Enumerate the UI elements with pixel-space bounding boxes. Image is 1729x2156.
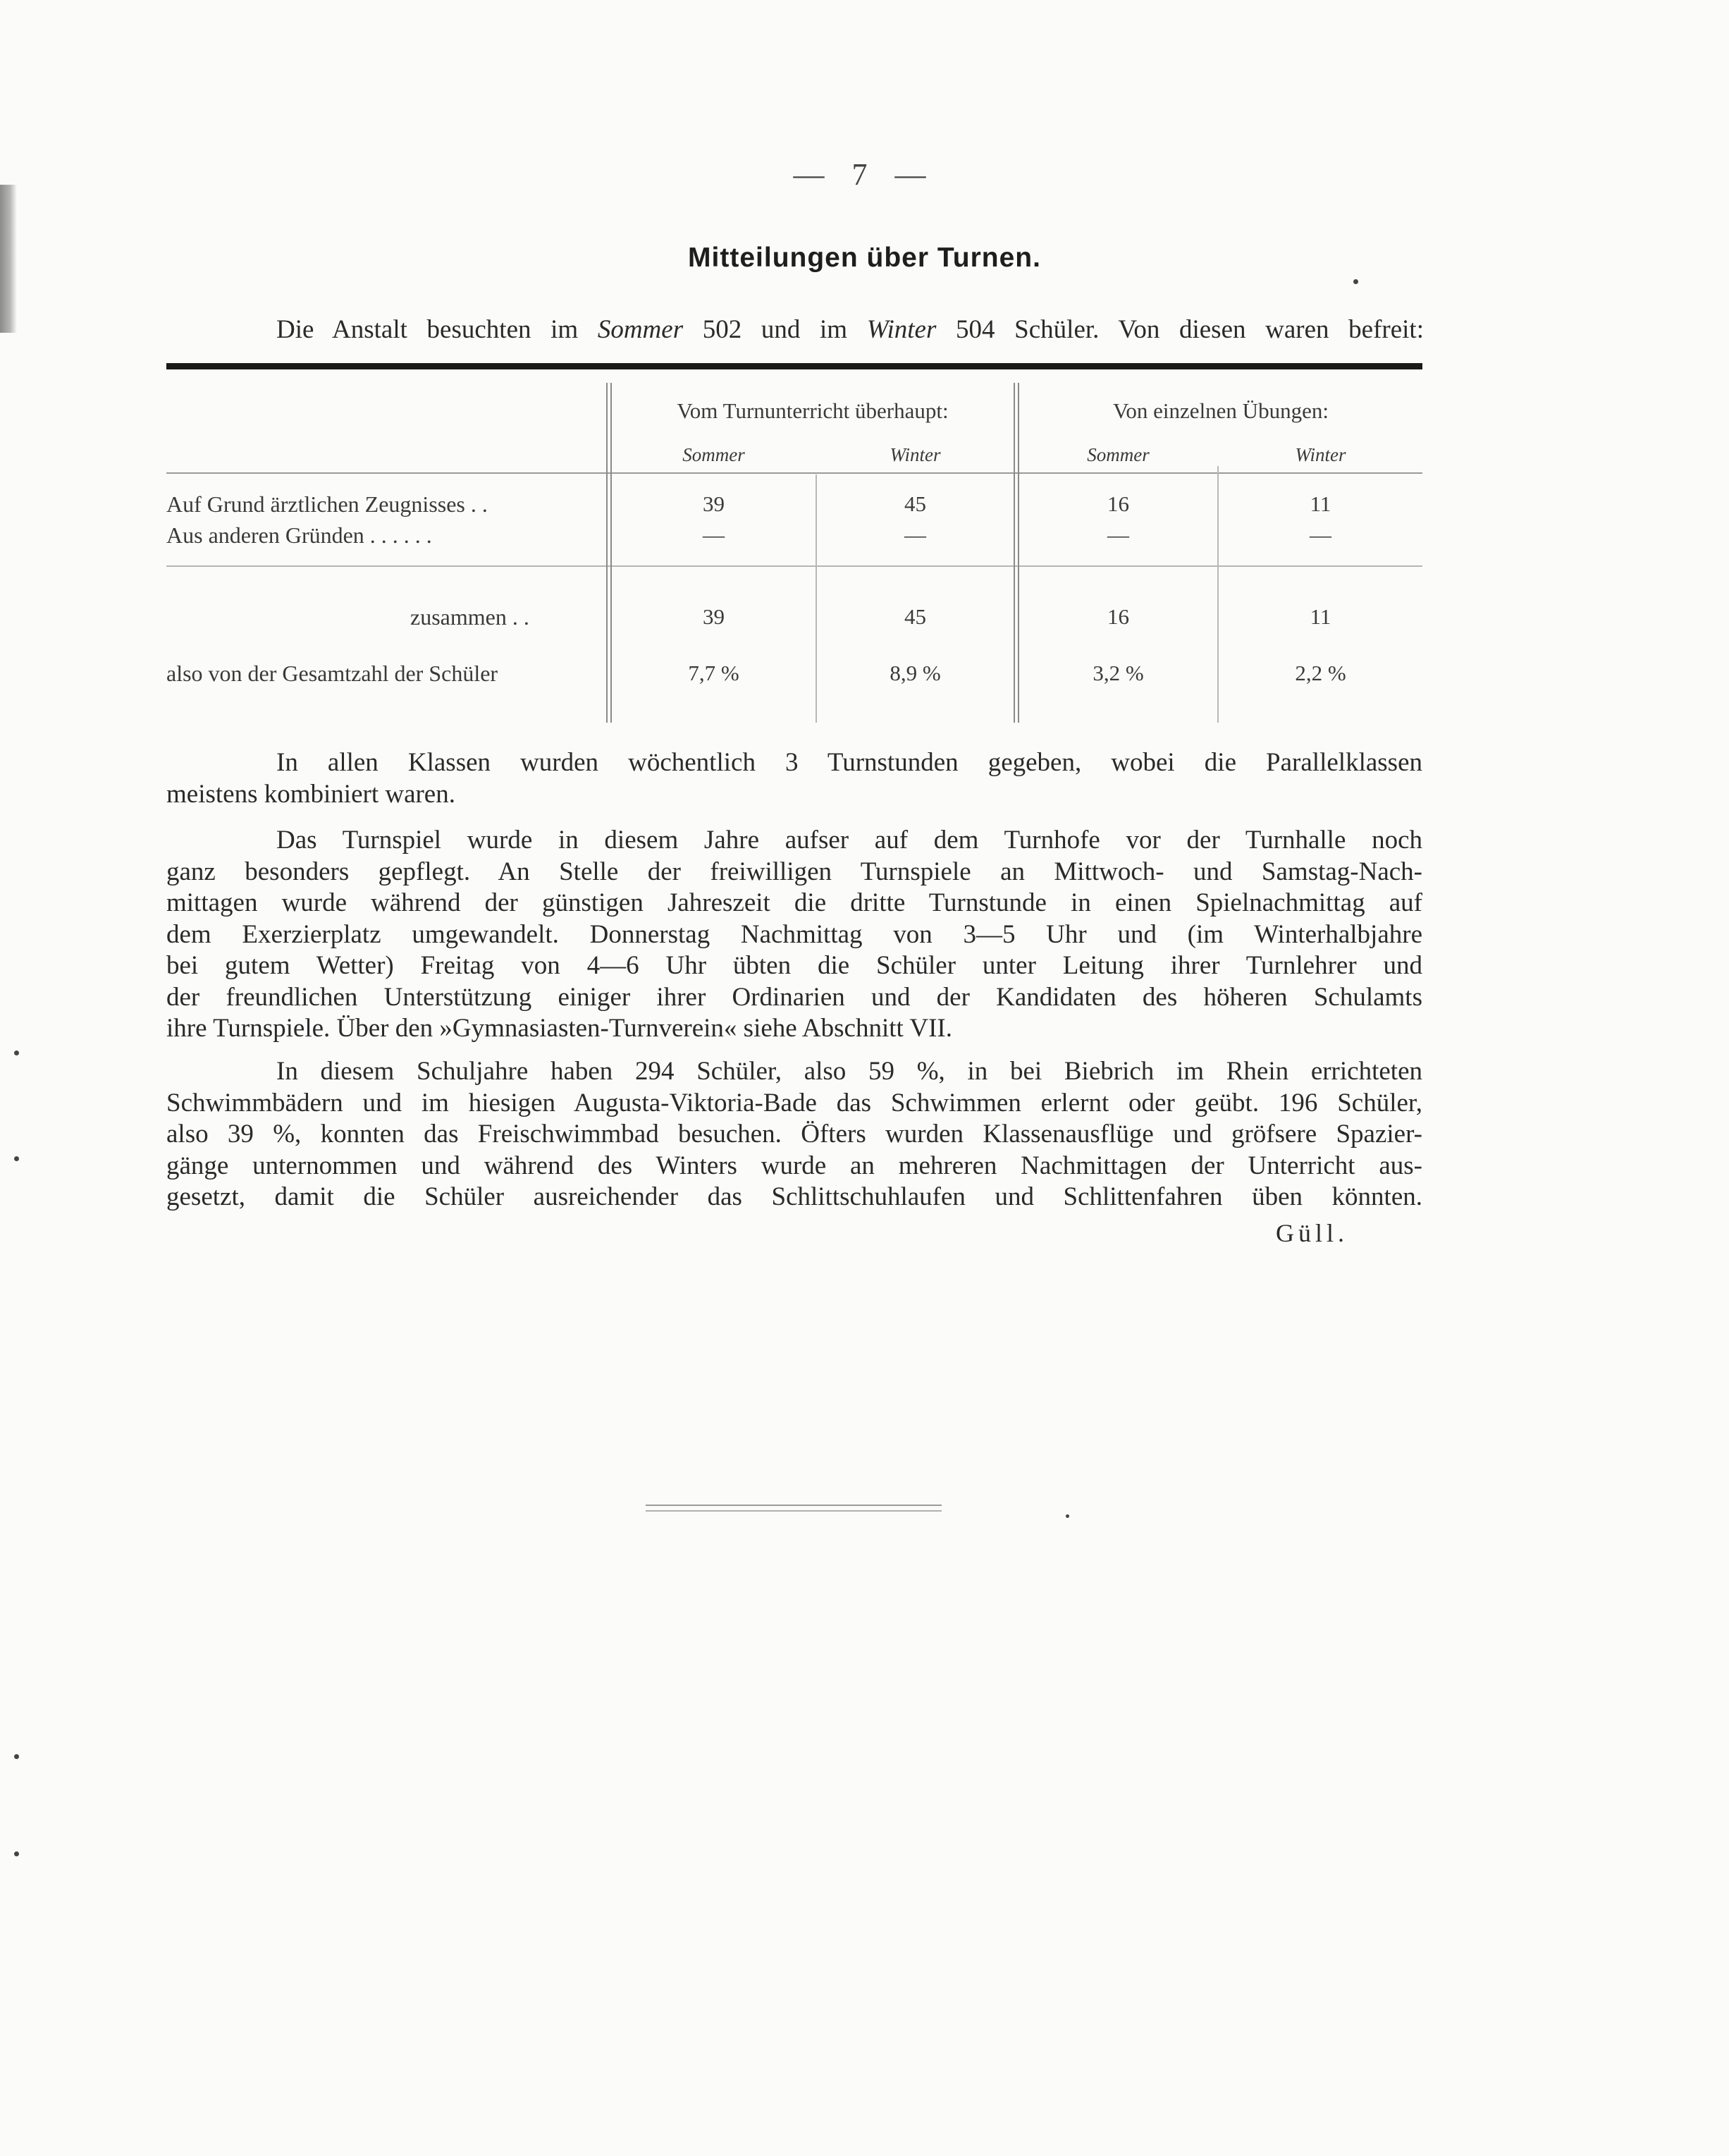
sub-header-summer-2: Sommer — [1087, 444, 1150, 465]
paragraph-line: Das Turnspiel wurde in diesem Jahre aufser auf dem Turnhofe vor der Turnhalle noch — [276, 826, 1422, 855]
sub-header-winter-1: Winter — [890, 444, 941, 465]
table-divider-group — [1014, 383, 1015, 723]
print-speck — [14, 1851, 19, 1856]
table-cell: 16 — [1107, 491, 1129, 516]
signature: Güll. — [1276, 1219, 1349, 1247]
group-header-exercises: Von einzelnen Übungen: — [1113, 398, 1329, 423]
table-cell: — — [1310, 522, 1331, 547]
section-heading: Mitteilungen über Turnen. — [688, 243, 1041, 273]
table-divider-label — [606, 383, 608, 723]
row-label-total: zusammen . . — [410, 604, 529, 630]
table-cell: 39 — [703, 604, 725, 629]
row-label-other: Aus anderen Gründen . . . . . . — [166, 522, 432, 548]
paragraph-line: dem Exerzierplatz umgewandelt. Donnerstag Nachmittag von 3—5 Uhr und (im Winterhalbjahre — [166, 919, 1422, 949]
table-cell: 16 — [1107, 604, 1129, 629]
paragraph-swimming — [166, 1056, 1422, 1213]
table-cell: 2,2 % — [1295, 661, 1346, 685]
paragraph-lessons — [166, 747, 1422, 810]
table-cell: 45 — [904, 491, 926, 516]
table-cell: 8,9 % — [890, 661, 941, 685]
table-sum-rule — [166, 565, 1422, 567]
print-speck — [1353, 279, 1358, 284]
print-speck — [14, 1156, 19, 1161]
table-cell: — — [703, 522, 725, 547]
print-speck — [1066, 1514, 1069, 1518]
paragraph-line: der freundlichen Unterstützung einiger ihrer Ordinarien und der Kandidaten des höheren Schulamts — [166, 982, 1422, 1012]
exemption-table — [166, 363, 1422, 723]
group-header-overall: Vom Turnunterricht überhaupt: — [677, 398, 949, 423]
row-label-medical: Auf Grund ärztlichen Zeugnisses . . — [166, 491, 488, 517]
paragraph-line: ganz besonders gepflegt. An Stelle der freiwilligen Turnspiele an Mittwoch- und Samstag-Nach- — [166, 857, 1422, 886]
paragraph-line: In allen Klassen wurden wöchentlich 3 Turnstunden gegeben, wobei die Parallelklassen — [276, 748, 1422, 777]
intro-part-3: 504 Schüler. Von diesen waren befreit: — [936, 315, 1424, 344]
table-cell: 3,2 % — [1093, 661, 1144, 685]
table-cell: 39 — [703, 491, 725, 516]
table-cell: 7,7 % — [688, 661, 739, 685]
paragraph-line: Schwimmbädern und im hiesigen Augusta-Viktoria-Bade das Schwimmen erlernt oder geübt. 196 Schüler, — [166, 1088, 1422, 1117]
print-speck — [14, 1754, 19, 1759]
paragraph-line: gänge unternommen und während des Winters wurde an mehreren Nachmittagen der Unterricht aus- — [166, 1151, 1422, 1180]
paragraph-line: mittagen wurde während der günstigen Jahreszeit die dritte Turnstunde in einen Spielnachmittag auf — [166, 888, 1422, 917]
paragraph-line: bei gutem Wetter) Freitag von 4—6 Uhr übten die Schüler unter Leitung ihrer Turnlehrer und — [166, 951, 1422, 980]
table-cell: — — [904, 522, 926, 547]
table-top-rule — [166, 363, 1422, 369]
sub-header-winter-2: Winter — [1295, 444, 1346, 465]
table-cell: 45 — [904, 604, 926, 629]
intro-season-summer: Sommer — [597, 315, 684, 344]
intro-sentence — [276, 314, 1424, 345]
row-label-percentage: also von der Gesamtzahl der Schüler — [166, 661, 498, 686]
paragraph-line: also 39 %, konnten das Freischwimmbad besuchen. Öfters wurden Klassenausflüge und gröfsere Spazier- — [166, 1120, 1422, 1149]
paragraph-line: gesetzt, damit die Schüler ausreichender das Schlittschuhlaufen und Schlittenfahren üben könnten. — [166, 1182, 1422, 1211]
print-speck — [14, 1051, 19, 1055]
intro-season-winter: Winter — [866, 315, 937, 344]
paragraph-line: ihre Turnspiele. Über den »Gymnasiasten-Turnverein« siehe Abschnitt VII. — [166, 1014, 952, 1043]
sub-header-summer-1: Sommer — [682, 444, 745, 465]
paragraph-games — [166, 825, 1422, 1045]
end-rule — [646, 1505, 942, 1506]
table-cell: 11 — [1310, 491, 1331, 516]
table-header-rule — [166, 472, 1422, 474]
paragraph-line: In diesem Schuljahre haben 294 Schüler, also 59 %, in bei Biebrich im Rhein errichteten — [276, 1057, 1422, 1086]
table-cell: — — [1107, 522, 1129, 547]
end-rule-2 — [646, 1510, 942, 1512]
page-number: — 7 — — [793, 157, 936, 192]
intro-part-2: 502 und im — [683, 315, 867, 344]
table-cell: 11 — [1310, 604, 1331, 629]
paragraph-line: meistens kombiniert waren. — [166, 779, 455, 809]
intro-part-1: Die Anstalt besuchten im — [276, 315, 598, 344]
